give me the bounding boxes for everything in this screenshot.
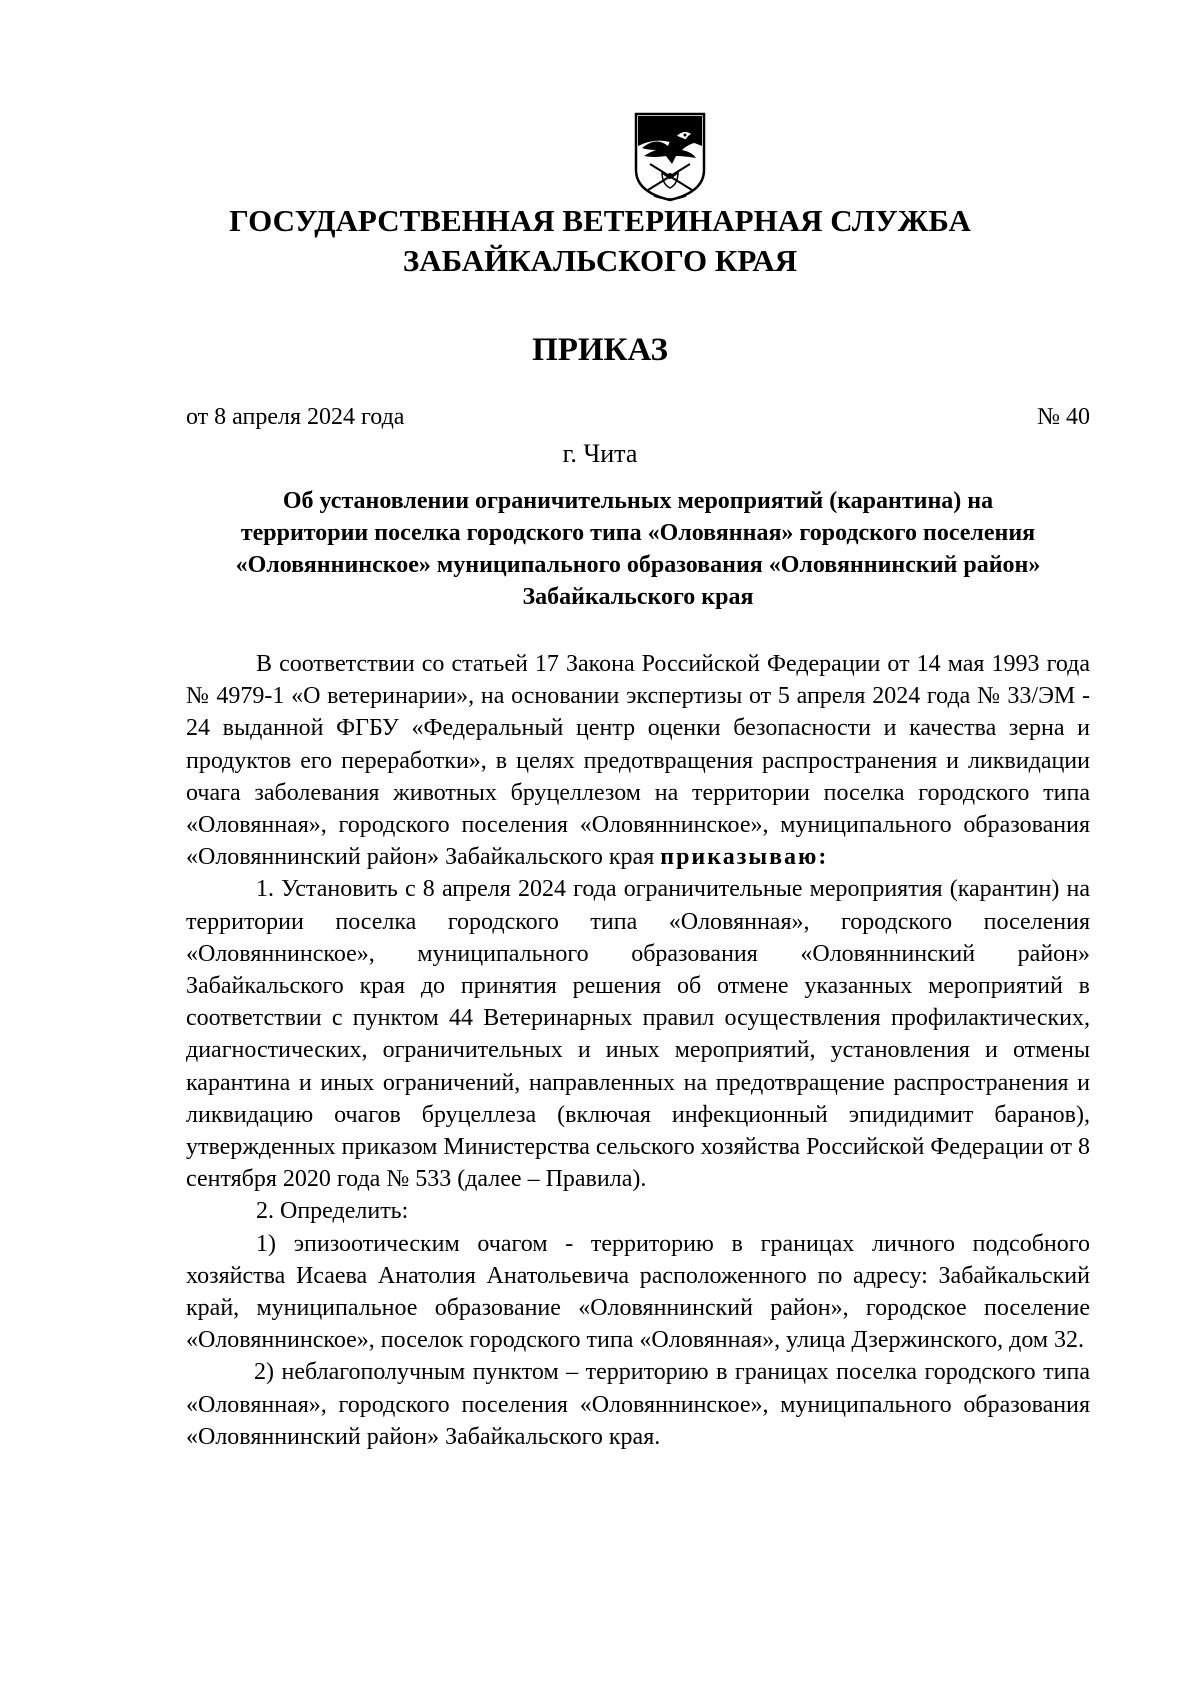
document-title — [186, 485, 1090, 613]
preamble-text: В соответствии со статьей 17 Закона Российской Федерации от 14 мая 1993 года № 4979-1 «О ветеринарии», на основании экспертизы от 5 апреля 2024 года № 33/ЭМ - 24 выданной ФГБУ «Федеральный центр оценки безопасности и качества зерна и продуктов его переработки», в целях предотвращения распространения и ликвидации очага заболевания животных бруцеллезом на территории поселка городского типа «Оловянная», городского поселения «Оловяннинское», муниципального образования «Оловяннинский район» Забайкальского края — [186, 651, 1090, 871]
item-2-2-paragraph: 2) неблагополучным пунктом – территорию в границах поселка городского типа «Оловянная», городского поселения «Оловяннинское», муниципального образования «Оловяннинский район» Забайкальского края. — [186, 1359, 1090, 1450]
document-city: г. Чита — [562, 439, 638, 468]
organization-name-line1: ГОСУДАРСТВЕННАЯ ВЕТЕРИНАРНАЯ СЛУЖБА — [229, 203, 971, 238]
title-line: «Оловяннинское» муниципального образования «Оловяннинский район» — [235, 552, 1041, 578]
title-line: Об установлении ограничительных мероприятий (карантина) на — [282, 488, 994, 514]
title-line: территории поселка городского типа «Оловянная» городского поселения — [240, 520, 1036, 546]
document-body — [186, 648, 1090, 1453]
preamble-paragraph — [186, 648, 1090, 873]
document-type: ПРИКАЗ — [532, 332, 668, 368]
document-number: № 40 — [1037, 404, 1090, 430]
item-2-paragraph: 2. Определить: — [256, 1198, 409, 1225]
item-1-paragraph: 1. Установить с 8 апреля 2024 года ограничительные мероприятия (карантин) на территории поселка городского типа «Оловянная», городского поселения «Оловяннинское», муниципального образования «Оловяннинский район» Забайкальского края до принятия решения об отмене указанных мероприятий в соответствии с пунктом 44 Ветеринарных правил осуществления профилактических, диагностических, ограничительных и иных мероприятий, установления и отмены карантина и иных ограничений, направленных на предотвращение распространения и ликвидацию очагов бруцеллеза (включая инфекционный эпидидимит баранов), утвержденных приказом Министерства сельского хозяйства Российской Федерации от 8 сентября 2020 года № 533 (далее – Правила). — [186, 876, 1090, 1193]
organization-name-line2: ЗАБАЙКАЛЬСКОГО КРАЯ — [402, 243, 798, 278]
title-line: Забайкальского края — [522, 584, 754, 610]
order-word: приказываю: — [660, 844, 829, 871]
document-date: от 8 апреля 2024 года — [186, 404, 405, 430]
zabaykalsky-krai-coat-of-arms-icon — [632, 112, 708, 202]
organization-name — [150, 201, 1050, 281]
item-2-1-paragraph: 1) эпизоотическим очагом - территорию в границах личного подсобного хозяйства Исаева Анатолия Анатольевича расположенного по адресу: Забайкальский край, муниципальное образование «Оловяннинский район», городское поселение «Оловяннинское», поселок городского типа «Оловянная», улица Дзержинского, дом 32. — [186, 1230, 1090, 1354]
